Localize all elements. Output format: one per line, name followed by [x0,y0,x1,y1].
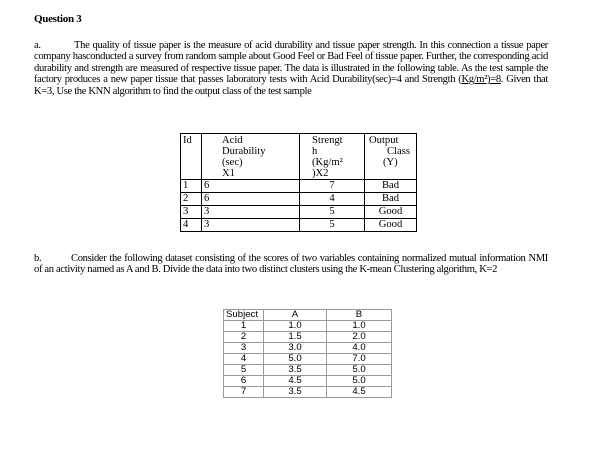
knn-header-strength [300,134,365,180]
knn-header-strength-line2: h [312,146,318,157]
knn-cell-output: Bad [365,193,417,206]
kmeans-cell-subject: 1 [224,321,264,332]
knn-cell-strength: 4 [300,193,365,206]
knn-cell-acid: 3 [202,219,300,232]
kmeans-cell-a: 3.5 [264,365,327,376]
knn-header-output [365,134,417,180]
kmeans-cell-subject: 3 [224,343,264,354]
table-row [224,321,392,332]
knn-table-header-row [181,134,417,180]
knn-cell-id: 3 [181,206,202,219]
table-row [181,219,417,232]
kmeans-table-header-row [224,310,392,321]
kmeans-cell-a: 1.0 [264,321,327,332]
knn-cell-id: 4 [181,219,202,232]
knn-cell-output: Good [365,219,417,232]
unit-link[interactable]: Kg/m²)=8 [461,74,501,86]
part-a-label: a. [34,40,41,51]
kmeans-header-subject: Subject [224,310,264,321]
knn-header-output-line3: (Y) [383,157,398,168]
knn-header-strength-line4: )X2 [312,168,329,179]
kmeans-header-b: B [327,310,392,321]
kmeans-cell-b: 7.0 [327,354,392,365]
kmeans-cell-subject: 4 [224,354,264,365]
table-row [181,180,417,193]
kmeans-cell-subject: 6 [224,376,264,387]
knn-header-output-line2: Class [387,146,410,157]
knn-table [180,133,417,232]
kmeans-cell-subject: 5 [224,365,264,376]
knn-cell-strength: 5 [300,219,365,232]
kmeans-cell-subject: 2 [224,332,264,343]
kmeans-cell-b: 5.0 [327,365,392,376]
kmeans-cell-b: 1.0 [327,321,392,332]
table-row [224,387,392,398]
knn-header-output-line1: Output [369,135,399,146]
table-row [224,332,392,343]
knn-header-acid-line3: (sec) [222,157,243,168]
part-a-text-after: . Given that K=3, Use the KNN algorithm to find the output class of the test sample [34,74,548,97]
knn-header-acid-line1: Acid [222,135,243,146]
knn-header-id: Id [181,134,202,180]
kmeans-header-a: A [264,310,327,321]
knn-cell-acid: 6 [202,193,300,206]
knn-cell-acid: 3 [202,206,300,219]
kmeans-cell-b: 4.0 [327,343,392,354]
kmeans-cell-a: 3.5 [264,387,327,398]
kmeans-cell-a: 1.5 [264,332,327,343]
knn-cell-acid: 6 [202,180,300,193]
part-a-paragraph [34,40,548,97]
part-b-label: b. [34,253,42,264]
kmeans-cell-a: 4.5 [264,376,327,387]
kmeans-cell-a: 3.0 [264,343,327,354]
knn-header-acid-line4: X1 [222,168,235,179]
knn-cell-strength: 5 [300,206,365,219]
part-b-text: Consider the following dataset consisting of the scores of two variables containing normalized mutual information NMI of an activity named as A and B. Divide the data into two distinct clusters using the K-mean Clustering algorithm, K=2 [34,253,548,276]
kmeans-cell-b: 2.0 [327,332,392,343]
kmeans-cell-a: 5.0 [264,354,327,365]
kmeans-table [223,309,392,398]
question-heading: Question 3 [34,13,82,25]
knn-header-strength-line1: Strengt [312,135,343,146]
kmeans-cell-b: 5.0 [327,376,392,387]
knn-header-acid-line2: Durability [222,146,266,157]
knn-header-acid [202,134,300,180]
kmeans-cell-b: 4.5 [327,387,392,398]
table-row [224,365,392,376]
knn-cell-id: 2 [181,193,202,206]
part-a-text: The quality of tissue paper is the measure of acid durability and tissue paper strength. In this connection a tissue paper company hasconducted a survey from random sample about Good Feel or Bad Feel of tissue paper. Further, the corresponding acid durability and strength are measured of respective tissue paper. The data is illustrated in the following table. As the test sample the factory produces a new paper tissue that passes laboratory tests with Acid Durability(sec)=4 and Strength ( [34,40,548,86]
part-b-paragraph [34,253,548,276]
kmeans-cell-subject: 7 [224,387,264,398]
knn-cell-strength: 7 [300,180,365,193]
table-row [181,193,417,206]
table-row [224,376,392,387]
table-row [224,343,392,354]
knn-header-strength-line3: (Kg/m² [312,157,343,168]
table-row [181,206,417,219]
knn-cell-output: Good [365,206,417,219]
knn-cell-id: 1 [181,180,202,193]
table-row [224,354,392,365]
knn-cell-output: Bad [365,180,417,193]
